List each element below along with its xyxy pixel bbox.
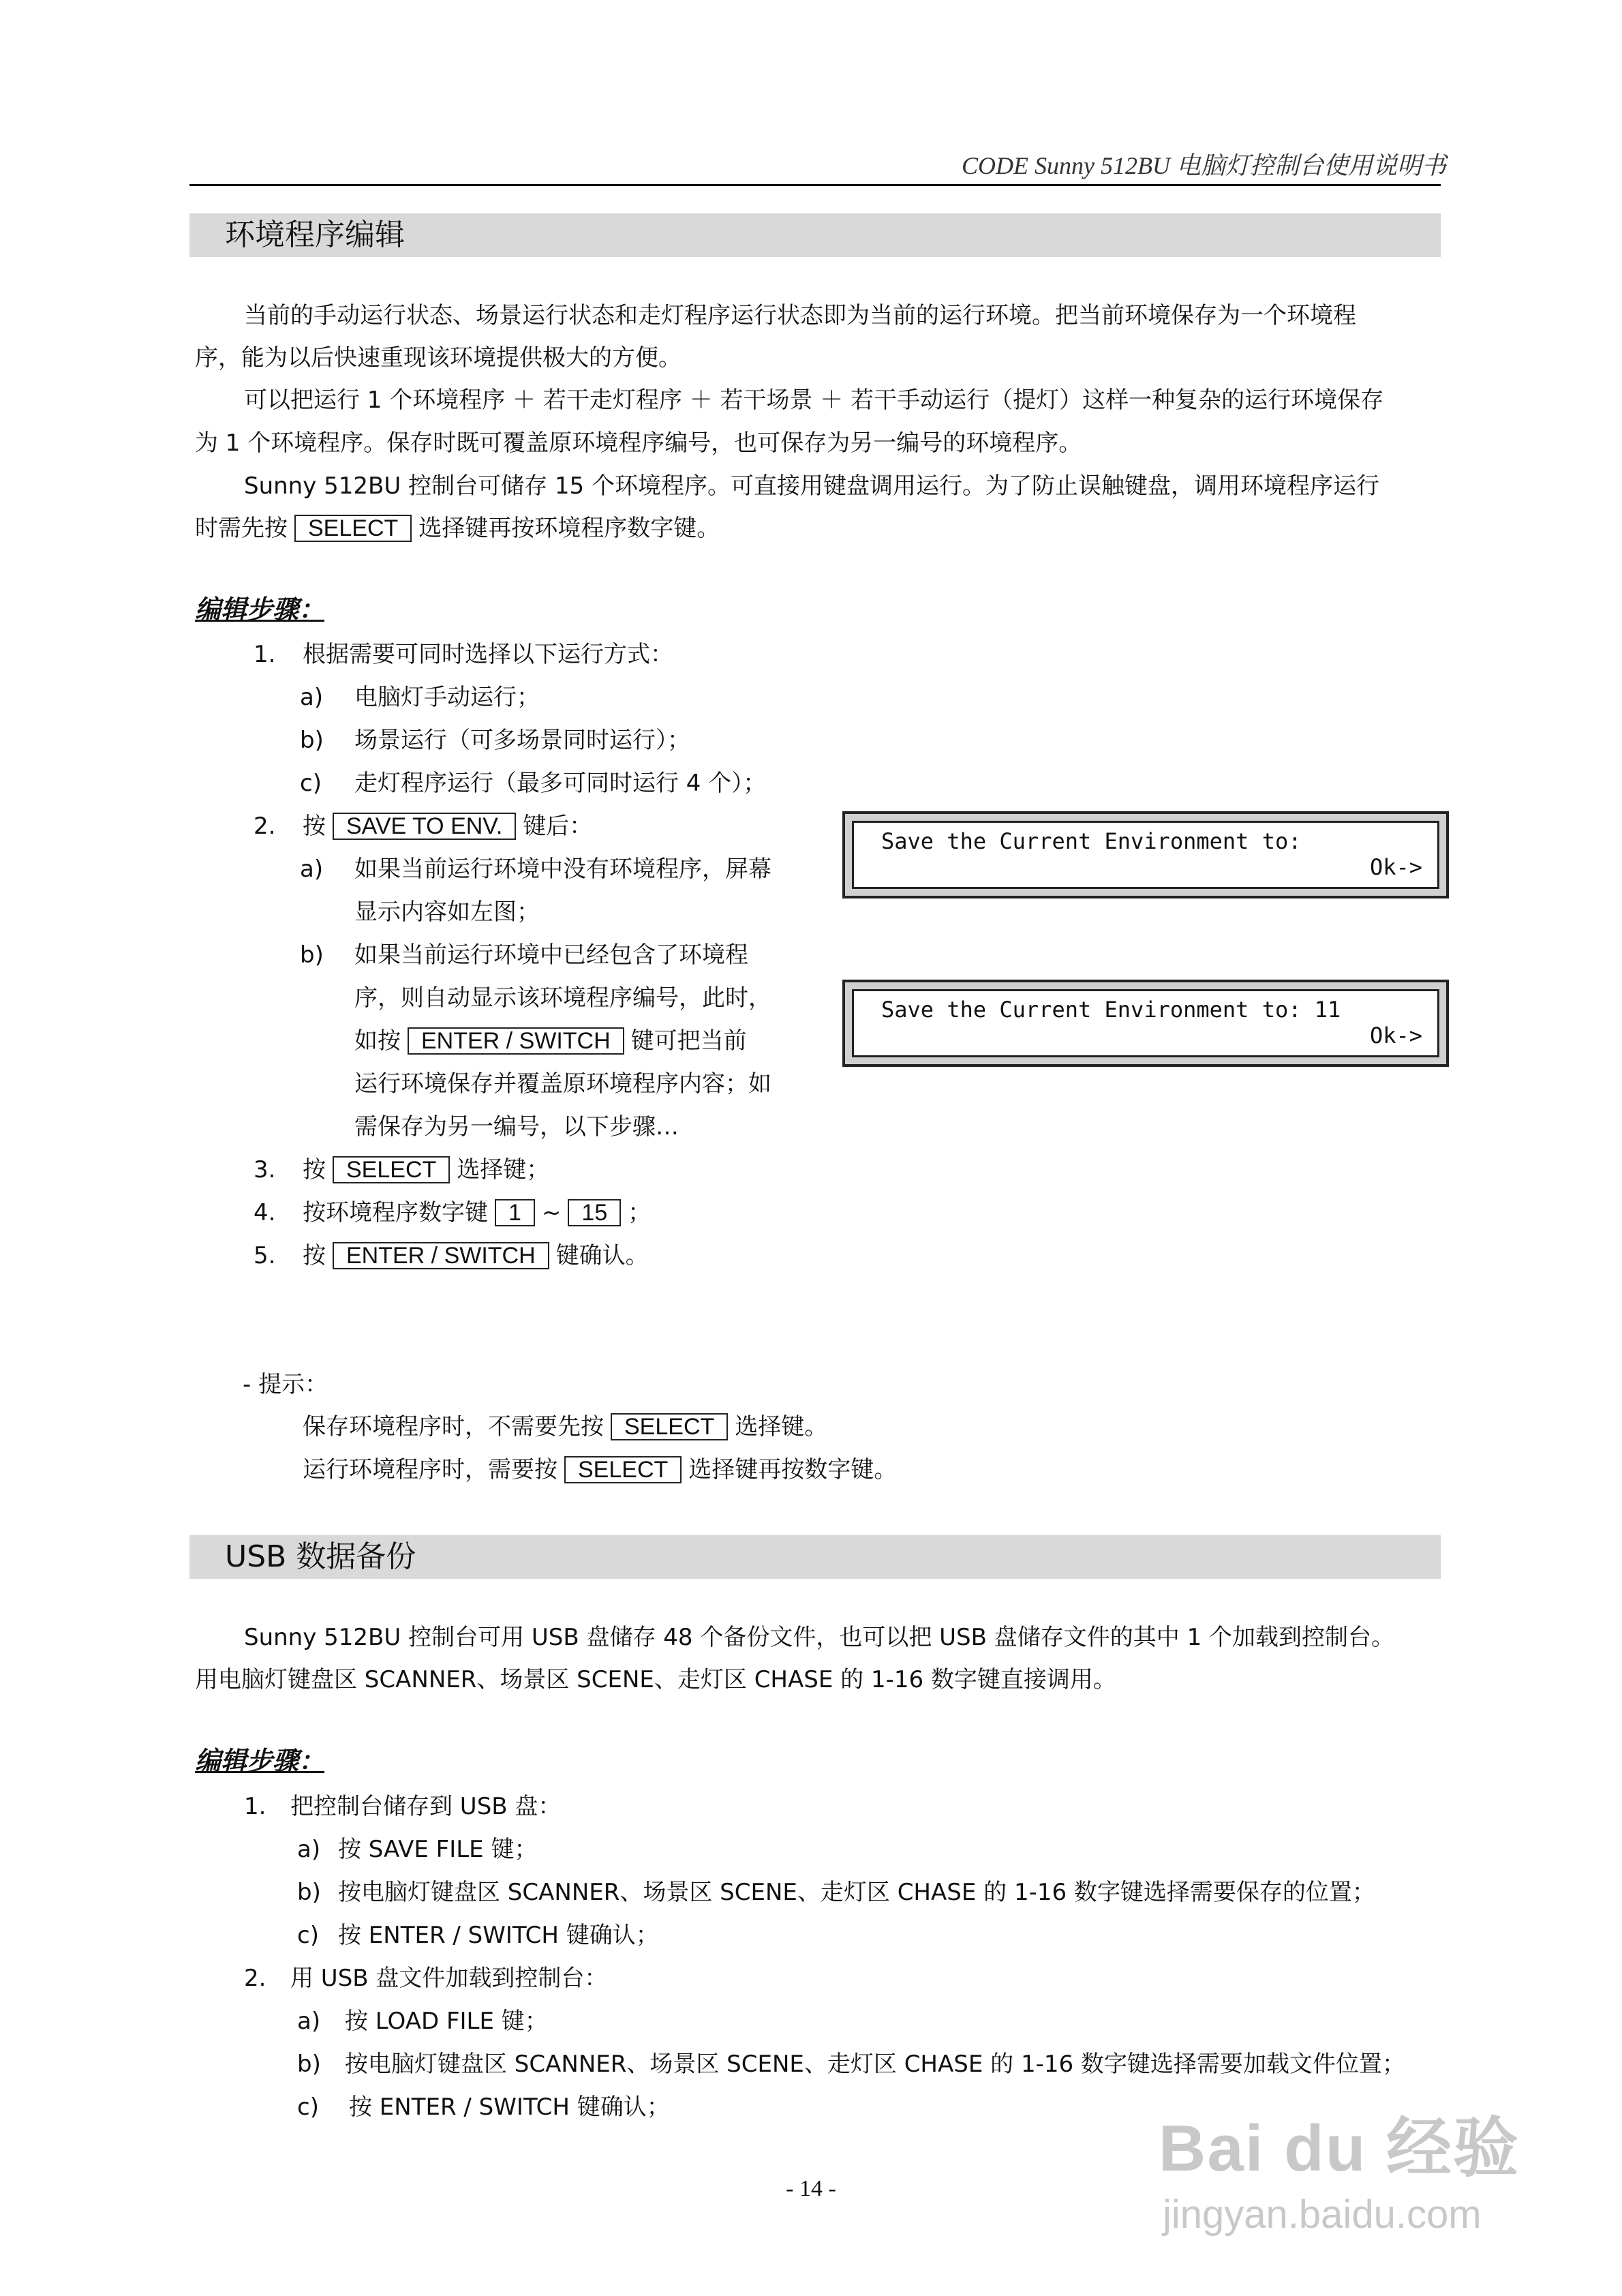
lcd-display-1: [842, 811, 1449, 898]
substep-label: a): [300, 856, 324, 883]
substep-text: 运行环境保存并覆盖原环境程序内容；如: [354, 1070, 771, 1098]
lcd-line-1: Save the Current Environment to: 11: [881, 997, 1341, 1023]
substep-text: 走灯程序运行（最多可同时运行 4 个）；: [354, 770, 767, 797]
substep-text: 按电脑灯键盘区 SCANNER、场景区 SCENE、走灯区 CHASE 的 1-16 数字键选择需要加载文件位置；: [345, 2051, 1405, 2078]
step-number: 2.: [244, 1965, 266, 1992]
document-header-title: CODE Sunny 512BU 电脑灯控制台使用说明书: [962, 152, 1446, 179]
step-text: ；: [628, 1199, 652, 1226]
para-text: Sunny 512BU 控制台可储存 15 个环境程序。可直接用键盘调用运行。为了防止误触键盘，调用环境程序运行: [244, 472, 1379, 500]
substep-text: 场景运行（可多场景同时运行）；: [354, 727, 690, 754]
substep-label: a): [297, 2008, 321, 2035]
tip-text: 选择键再按数字键。: [688, 1456, 898, 1483]
step-text: 用 USB 盘文件加载到控制台：: [290, 1965, 608, 1992]
select-key-label: SELECT: [564, 1456, 682, 1483]
para-text: 当前的手动运行状态、场景运行状态和走灯程序运行状态即为当前的运行环境。把当前环境保存为一个环境程: [244, 302, 1356, 329]
step-number: 1.: [244, 1793, 266, 1820]
para-text: Sunny 512BU 控制台可用 USB 盘储存 48 个备份文件，也可以把 USB 盘储存文件的其中 1 个加载到控制台。: [244, 1624, 1395, 1651]
step-text: 按环境程序数字键: [303, 1199, 488, 1226]
substep-text: 显示内容如左图；: [354, 898, 540, 926]
lcd-display-2: [842, 980, 1449, 1067]
para-text: 为 1 个环境程序。保存时既可覆盖原环境程序编号，也可保存为另一编号的环境程序。: [195, 429, 1082, 457]
para-line: [195, 515, 720, 542]
substep-label: a): [297, 1836, 321, 1863]
enter-switch-key-label: ENTER / SWITCH: [408, 1027, 624, 1055]
substep-text: 按 SAVE FILE 键；: [338, 1836, 538, 1863]
substep-text: 按 LOAD FILE 键；: [345, 2008, 548, 2035]
select-key-label: SELECT: [333, 1156, 450, 1183]
watermark-url: jingyan.baidu.com: [1163, 2192, 1482, 2237]
section-bar-usb-backup: [189, 1535, 1441, 1579]
watermark-logo: Bai du 经验: [1159, 2112, 1520, 2185]
lcd-screen: [852, 821, 1439, 889]
substep-text: 如按: [354, 1027, 401, 1055]
save-to-env-key-label: SAVE TO ENV.: [333, 813, 516, 840]
substep-label: b): [300, 941, 324, 969]
substep-text: 序，则自动显示该环境程序编号，此时，: [354, 984, 771, 1012]
tip-line: [303, 1456, 897, 1483]
step-text: 选择键；: [457, 1156, 550, 1183]
substep-label: c): [300, 770, 322, 797]
page-number: - 14 -: [786, 2176, 836, 2201]
step-number: 4.: [254, 1199, 276, 1226]
step-text: 把控制台储存到 USB 盘：: [290, 1793, 562, 1820]
step-text: 按: [303, 1242, 326, 1269]
tip-text: 保存环境程序时，不需要先按: [303, 1413, 604, 1440]
step-line: [303, 1199, 651, 1226]
para-text: 选择键再按环境程序数字键。: [418, 515, 720, 542]
substep-label: a): [300, 684, 324, 711]
header-rule: [189, 184, 1441, 186]
tip-text: 运行环境程序时，需要按: [303, 1456, 557, 1483]
substep-line: [354, 1027, 747, 1055]
step-number: 2.: [254, 813, 276, 840]
step-text: 按: [303, 813, 326, 840]
subhead-edit-steps: 编辑步骤：: [195, 594, 325, 624]
step-text: 键后：: [523, 813, 593, 840]
substep-label: b): [300, 727, 324, 754]
tip-text: 选择键。: [735, 1413, 828, 1440]
enter-switch-key-label: ENTER / SWITCH: [333, 1242, 549, 1269]
section-title-env-program: 环境程序编辑: [225, 217, 405, 252]
substep-text: 键可把当前: [630, 1027, 747, 1055]
substep-text: 电脑灯手动运行；: [354, 684, 540, 711]
step-line: [303, 813, 592, 840]
number-key-15-label: 15: [568, 1199, 621, 1226]
substep-text: 按 ENTER / SWITCH 键确认；: [349, 2094, 670, 2121]
range-tilde: ~: [541, 1199, 562, 1226]
step-number: 3.: [254, 1156, 276, 1183]
substep-text: 需保存为另一编号，以下步骤…: [354, 1113, 679, 1141]
para-text: 序，能为以后快速重现该环境提供极大的方便。: [195, 344, 682, 372]
section-bar-env-program: [189, 213, 1441, 257]
lcd-line-2: Ok->: [1369, 854, 1422, 880]
step-line: [303, 1242, 649, 1269]
substep-label: b): [297, 2051, 321, 2078]
substep-text: 如果当前运行环境中已经包含了环境程: [354, 941, 748, 969]
step-line: [303, 1156, 549, 1183]
step-number: 5.: [254, 1242, 276, 1269]
lcd-screen: [852, 989, 1439, 1057]
substep-label: c): [297, 1922, 319, 1949]
select-key-label: SELECT: [611, 1413, 728, 1440]
substep-label: c): [297, 2094, 319, 2121]
substep-text: 如果当前运行环境中没有环境程序，屏幕: [354, 856, 771, 883]
step-text: 键确认。: [555, 1242, 649, 1269]
para-text: 时需先按: [195, 515, 288, 542]
step-text: 根据需要可同时选择以下运行方式：: [303, 641, 673, 668]
lcd-line-1: Save the Current Environment to:: [881, 828, 1302, 854]
tip-label: - 提示：: [243, 1371, 328, 1398]
substep-label: b): [297, 1879, 321, 1906]
number-key-1-label: 1: [495, 1199, 535, 1226]
para-text: 可以把运行 1 个环境程序 ＋ 若干走灯程序 ＋ 若干场景 ＋ 若干手动运行（提灯）这样一种复杂的运行环境保存: [244, 387, 1384, 414]
tip-line: [303, 1413, 827, 1440]
step-text: 按: [303, 1156, 326, 1183]
substep-text: 按 ENTER / SWITCH 键确认；: [338, 1922, 659, 1949]
section-title-usb-backup: USB 数据备份: [225, 1539, 416, 1574]
substep-text: 按电脑灯键盘区 SCANNER、场景区 SCENE、走灯区 CHASE 的 1-16 数字键选择需要保存的位置；: [338, 1879, 1375, 1906]
lcd-line-2: Ok->: [1369, 1023, 1422, 1048]
step-number: 1.: [254, 641, 276, 668]
para-text: 用电脑灯键盘区 SCANNER、场景区 SCENE、走灯区 CHASE 的 1-16 数字键直接调用。: [195, 1666, 1116, 1693]
select-key-label: SELECT: [294, 515, 412, 542]
subhead-edit-steps: 编辑步骤：: [195, 1745, 325, 1776]
